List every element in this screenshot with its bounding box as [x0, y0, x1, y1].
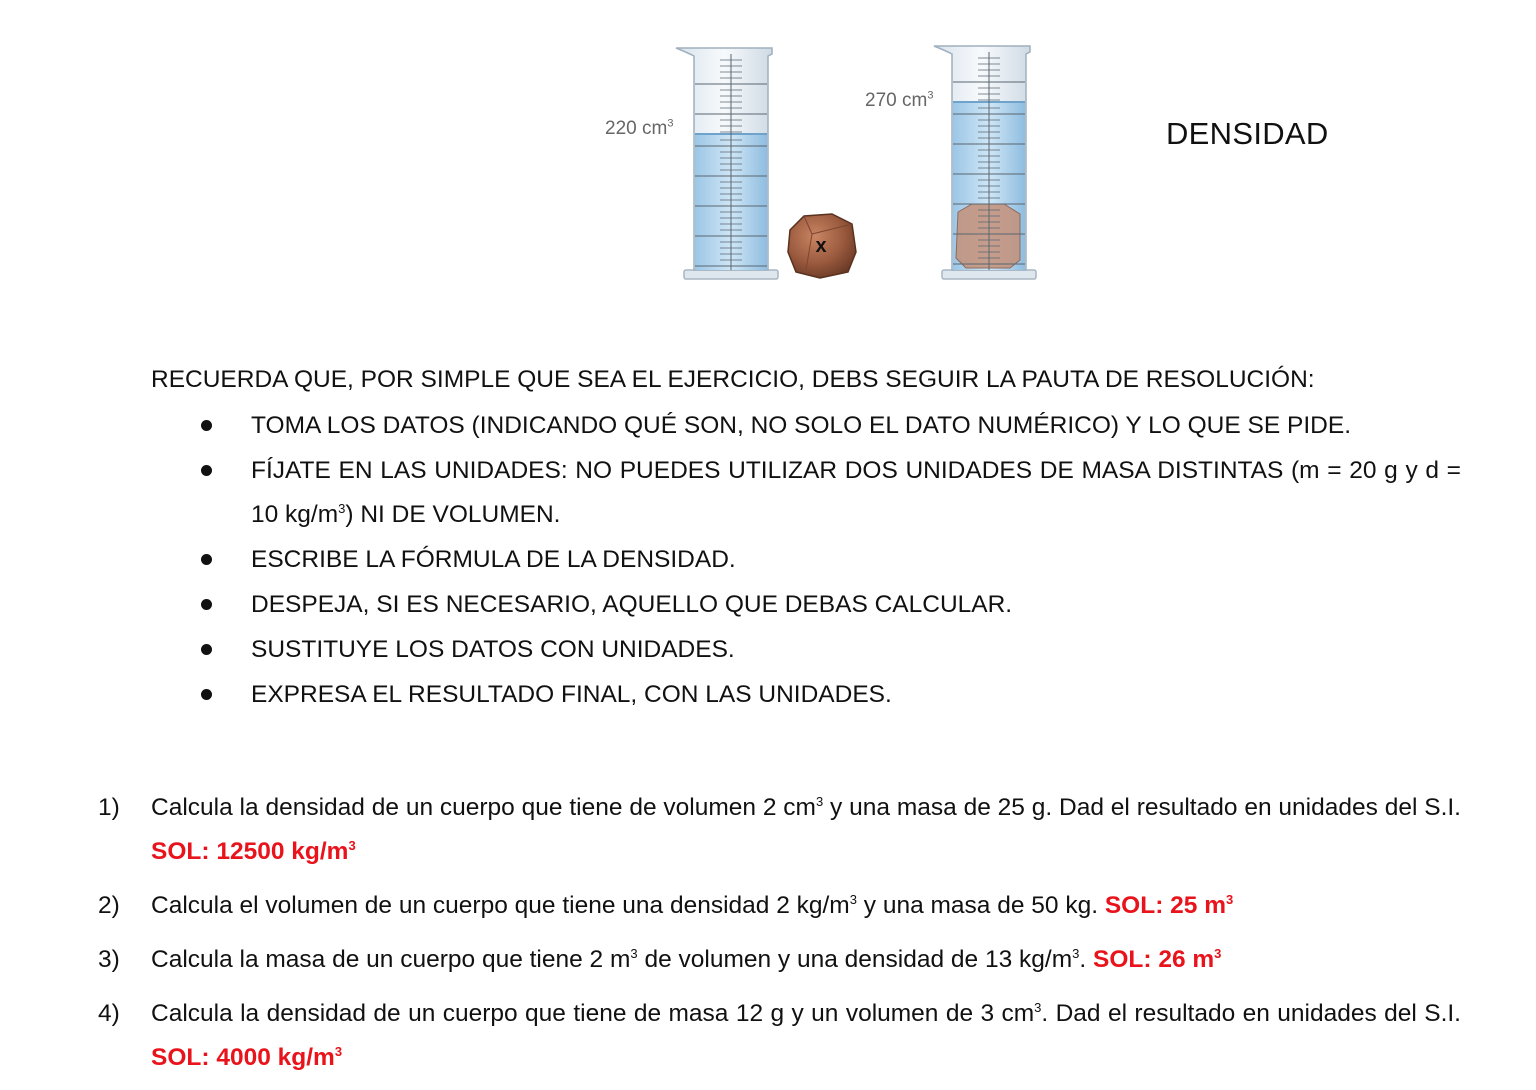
list-item: ESCRIBE LA FÓRMULA DE LA DENSIDAD. — [151, 538, 1461, 582]
solution-text: SOL: 12500 $kg/m^3$ — [151, 837, 356, 865]
right-cylinder-label: 270 $cm^3$ — [865, 89, 934, 111]
list-item: FÍJATE EN LAS UNIDADES: NO PUEDES UTILIZAR DOS UNIDADES DE MASA DISTINTAS (m = 20 g y d = 10 $kg/m^3$) NI DE VOLUMEN. — [151, 449, 1461, 537]
exercise-number: 3) — [98, 946, 120, 973]
exercise-number: 1) — [98, 794, 120, 821]
bullet-icon — [201, 420, 212, 431]
left-cylinder — [676, 48, 778, 279]
list-item: TOMA LOS DATOS (INDICANDO QUÉ SON, NO SOLO EL DATO NUMÉRICO) Y LO QUE SE PIDE. — [151, 404, 1461, 448]
instructions-intro: RECUERDA QUE, POR SIMPLE QUE SEA EL EJERCICIO, DEBS SEGUIR LA PAUTA DE RESOLUCIÓN: — [151, 366, 1315, 393]
exercise-item: 2) Calcula el volumen de un cuerpo que tiene una densidad 2 $kg/m^3$ y una masa de 50 kg. SOL: 25 $m^3$ — [98, 884, 1461, 928]
exercise-item: 1) Calcula la densidad de un cuerpo que tiene de volumen 2 $cm^3$ y una masa de 25 g. Dad el resultado en unidades del S.I. SOL: 12500 $kg/m^3$ — [98, 786, 1461, 874]
exercise-item: 3) Calcula la masa de un cuerpo que tiene 2 $m^3$ de volumen y una densidad de 13 $kg/m^3$. SOL: 26 $m^3$ — [98, 938, 1461, 982]
right-cylinder — [934, 46, 1036, 279]
page-title: DENSIDAD — [1166, 116, 1329, 151]
solution-text: SOL: 4000 $kg/m^3$ — [151, 1043, 343, 1071]
stone-object — [788, 214, 856, 278]
list-item: SUSTITUYE LOS DATOS CON UNIDADES. — [151, 628, 1461, 672]
solution-text: SOL: 26 $m^3$ — [1092, 945, 1222, 973]
exercise-number: 2) — [98, 892, 120, 919]
exercise-item: 4) Calcula la densidad de un cuerpo que tiene de masa 12 g y un volumen de 3 $cm^3$. Dad el resultado en unidades del S.I. SOL: 4000 $kg/m^3$ — [98, 992, 1461, 1080]
bullet-icon — [201, 465, 212, 476]
instructions-list — [151, 404, 1461, 718]
list-item: EXPRESA EL RESULTADO FINAL, CON LAS UNIDADES. — [151, 673, 1461, 717]
exercise-list — [98, 786, 1461, 1090]
bullet-icon — [201, 644, 212, 655]
bullet-icon — [201, 599, 212, 610]
bullet-icon — [201, 554, 212, 565]
solution-text: SOL: 25 $m^3$ — [1104, 891, 1234, 919]
list-item: DESPEJA, SI ES NECESARIO, AQUELLO QUE DEBAS CALCULAR. — [151, 583, 1461, 627]
bullet-icon — [201, 689, 212, 700]
left-cylinder-label: 220 $cm^3$ — [605, 117, 674, 139]
stone-x-label: x — [815, 235, 827, 257]
exercise-number: 4) — [98, 1000, 120, 1027]
density-figure — [590, 38, 1060, 288]
